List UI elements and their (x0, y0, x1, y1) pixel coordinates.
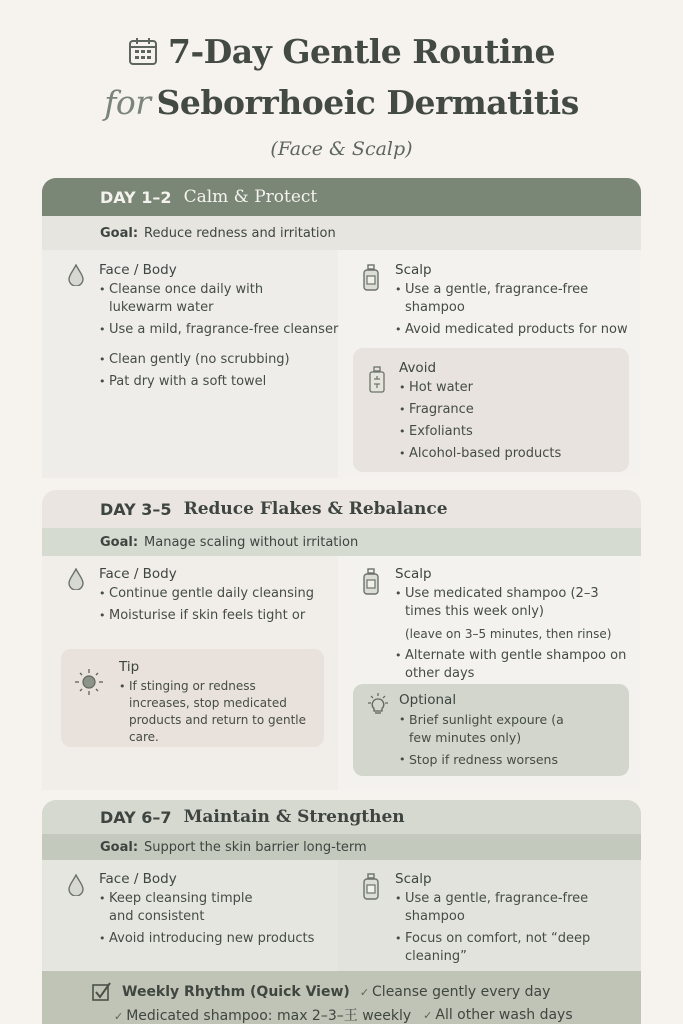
weekly-row-2 (114, 1005, 573, 1024)
goal-bar (42, 216, 641, 250)
page-title-line2 (0, 76, 683, 130)
weekly-title: Weekly Rhythm (Quick View) (122, 984, 350, 1000)
card-body (42, 860, 641, 971)
list-item: • Use a gentle, fragrance-free shampoo (395, 890, 610, 926)
section-title: Tip (119, 659, 140, 675)
list-item: • Use medicated shampoo (2–3 times this week only) (395, 585, 620, 621)
list-item: • Cleanse once daily with lukewarm water (99, 281, 289, 317)
shampoo-bottle-icon (362, 264, 380, 292)
list-item: • Avoid medicated products for now (395, 321, 640, 339)
water-drop-icon (68, 874, 84, 896)
list-item: • Focus on comfort, not “deep cleaning” (395, 930, 610, 966)
shampoo-bottle-icon (362, 873, 380, 901)
list-item: • Pat dry with a soft towel (99, 373, 339, 391)
section-title: Face / Body (99, 262, 177, 278)
card-body (42, 250, 641, 478)
day-card-header (42, 490, 641, 528)
weekly-item: ✓ All other wash days (423, 1007, 573, 1023)
list-item: • Clean gently (no scrubbing) (99, 351, 339, 369)
scalp-section (395, 871, 640, 970)
list-item: • Use a gentle, fragrance-free shampoo (395, 281, 610, 317)
list-item: • Moisturise if skin feels tight or (99, 607, 339, 625)
goal-label: Goal: (100, 225, 139, 241)
face-body-section (99, 566, 339, 629)
goal-label: Goal: (100, 534, 139, 550)
day-label: DAY 3–5 (100, 499, 172, 519)
lightbulb-icon (365, 692, 391, 718)
shampoo-bottle-icon (362, 568, 380, 596)
day-title: Calm & Protect (183, 187, 318, 207)
tip-box (61, 649, 324, 747)
goal-bar (42, 528, 641, 556)
water-drop-icon (68, 264, 84, 286)
list-item: • Stop if redness worsens (399, 751, 619, 769)
section-title: Scalp (395, 262, 432, 278)
section-title: Face / Body (99, 566, 177, 582)
goal-label: Goal: (100, 839, 139, 855)
goal-text: Manage scaling without irritation (144, 534, 359, 550)
avoid-section (399, 360, 619, 467)
list-item: • Brief sunlight expoure (a few minutes only) (399, 711, 564, 747)
weekly-row-1 (92, 982, 550, 1002)
list-note: (leave on 3–5 minutes, then rinse) (405, 627, 612, 641)
list-item: • If stinging or redness increases, stop medicated products and return to gentle care. (119, 678, 319, 746)
title-for: for (104, 83, 151, 122)
section-title: Avoid (399, 360, 437, 376)
goal-text: Support the skin barrier long-term (144, 839, 367, 855)
list-item: • Fragrance (399, 401, 619, 419)
list-item: • Continue gentle daily cleansing (99, 585, 339, 603)
day-label: DAY 6–7 (100, 807, 172, 827)
check-icon: ✓ (114, 1010, 124, 1023)
optional-section (399, 692, 619, 773)
page-subtitle: (Face & Scalp) (270, 138, 413, 160)
day-card-6-7 (42, 800, 641, 971)
list-item: • Alcohol-based products (399, 445, 619, 463)
page-header (0, 28, 683, 160)
title-condition: Seborrhoeic Dermatitis (156, 83, 579, 122)
goal-text: Reduce redness and irritation (144, 225, 336, 241)
optional-box (353, 684, 629, 776)
list-item: • Keep cleansing timple and consistent (99, 890, 269, 926)
tip-section (119, 659, 319, 750)
scalp-section (395, 566, 640, 687)
list-item: • Hot water (399, 379, 619, 397)
battery-bottle-icon (369, 366, 385, 394)
check-icon: ✓ (423, 1009, 433, 1022)
face-body-section (99, 871, 339, 952)
check-icon: ✓ (359, 986, 370, 999)
day-card-3-5 (42, 490, 641, 790)
day-label: DAY 1–2 (100, 187, 172, 207)
weekly-item: ✓ Medicated shampoo: max 2–3–王 weekly (114, 1008, 412, 1024)
section-title: Optional (399, 692, 457, 708)
list-item: • Exfoliants (399, 423, 619, 441)
day-card-header (42, 178, 641, 216)
water-drop-icon (68, 568, 84, 590)
weekly-rhythm-bar (42, 971, 641, 1024)
day-card-1-2 (42, 178, 641, 478)
section-title: Face / Body (99, 871, 177, 887)
section-title: Scalp (395, 566, 432, 582)
list-item: • Alternate with gentle shampoo on other days (395, 647, 630, 683)
face-body-section (99, 262, 339, 395)
list-item: • Avoid introducing new products (99, 930, 339, 948)
weekly-item: ✓ Cleanse gently every day (359, 984, 551, 1000)
list-item: • Use a mild, fragrance-free cleanser (99, 321, 339, 339)
day-card-header (42, 800, 641, 834)
sun-icon (73, 667, 105, 697)
page-title-line1 (0, 28, 683, 74)
page-title: 7-Day Gentle Routine (168, 31, 555, 71)
day-title: Maintain & Strengthen (183, 807, 405, 827)
card-body (42, 556, 641, 790)
avoid-box (353, 348, 629, 472)
goal-bar (42, 834, 641, 860)
scalp-section (395, 262, 640, 343)
day-title: Reduce Flakes & Rebalance (183, 499, 448, 519)
checkbox-icon (92, 982, 112, 1002)
section-title: Scalp (395, 871, 432, 887)
calendar-icon (128, 36, 158, 66)
